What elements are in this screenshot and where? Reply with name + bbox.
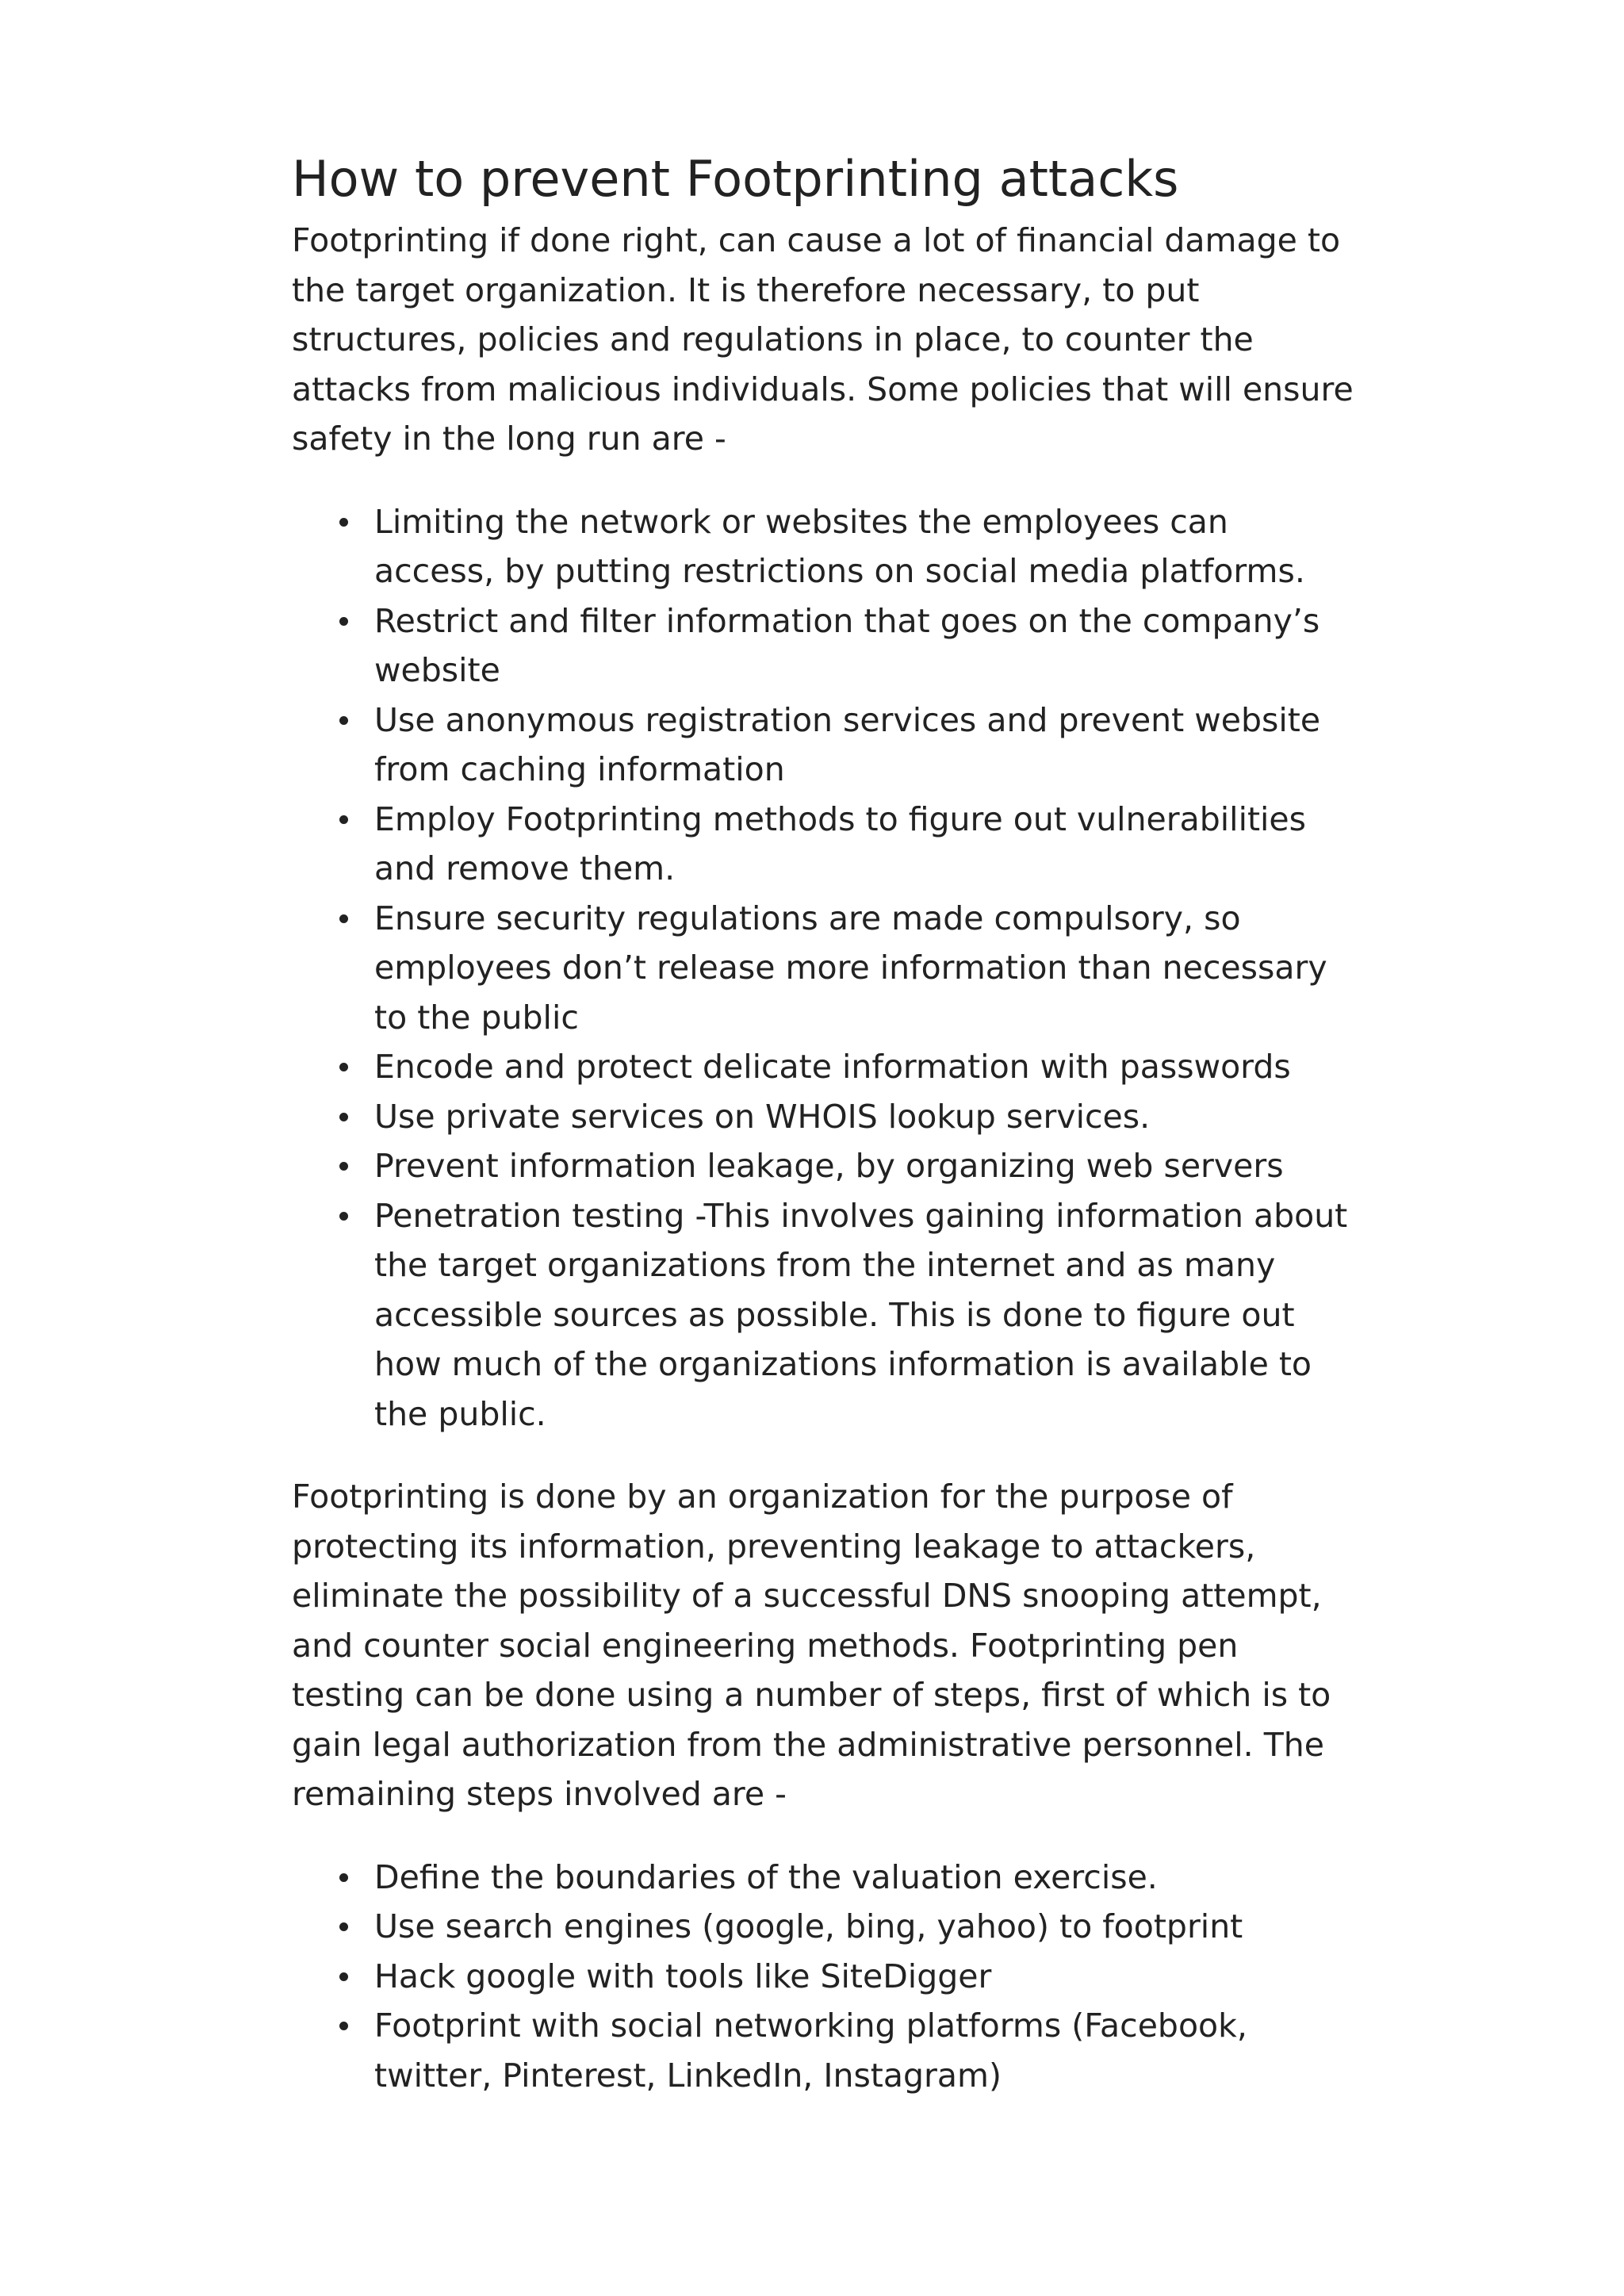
list-item: Ensure security regulations are made compulsory, so employees don’t release more information than necessary to the public [374, 894, 1354, 1043]
list-item: Define the boundaries of the valuation exercise. [374, 1853, 1354, 1903]
list-item: Footprint with social networking platforms (Facebook, twitter, Pinterest, LinkedIn, Instagram) [374, 2001, 1354, 2100]
list-item: Encode and protect delicate information with passwords [374, 1042, 1354, 1092]
list-item: Limiting the network or websites the employees can access, by putting restrictions on social media platforms. [374, 497, 1354, 596]
page-title: How to prevent Footprinting attacks [292, 150, 1179, 208]
list-item: Hack google with tools like SiteDigger [374, 1952, 1354, 2002]
steps-list [292, 1853, 1354, 2101]
policies-list [292, 497, 1354, 1439]
list-item: Penetration testing -This involves gaining information about the target organizations from the internet and as many accessible sources as possible. This is done to figure out how much of the organizations information is available to the public. [374, 1191, 1354, 1439]
list-item: Employ Footprinting methods to figure out vulnerabilities and remove them. [374, 795, 1354, 894]
intro-paragraph: Footprinting if done right, can cause a lot of financial damage to the target organization. It is therefore necessary, to put structures, policies and regulations in place, to counter the attacks from malicious individuals. Some policies that will ensure safety in the long run are - [292, 221, 1354, 458]
list-item: Restrict and filter information that goes on the company’s website [374, 596, 1354, 696]
list-item: Prevent information leakage, by organizing web servers [374, 1141, 1354, 1191]
second-paragraph: Footprinting is done by an organization for the purpose of protecting its information, preventing leakage to attackers, eliminate the possibility of a successful DNS snooping attempt, and counter social engineering methods. Footprinting pen testing can be done using a number of steps, first of which is to gain legal authorization from the administrative personnel. The remaining steps involved are - [292, 1478, 1331, 1813]
list-item: Use anonymous registration services and prevent website from caching information [374, 696, 1354, 795]
list-item: Use private services on WHOIS lookup services. [374, 1092, 1354, 1142]
document-page [292, 148, 1354, 2133]
list-item: Use search engines (google, bing, yahoo) to footprint [374, 1902, 1354, 1952]
